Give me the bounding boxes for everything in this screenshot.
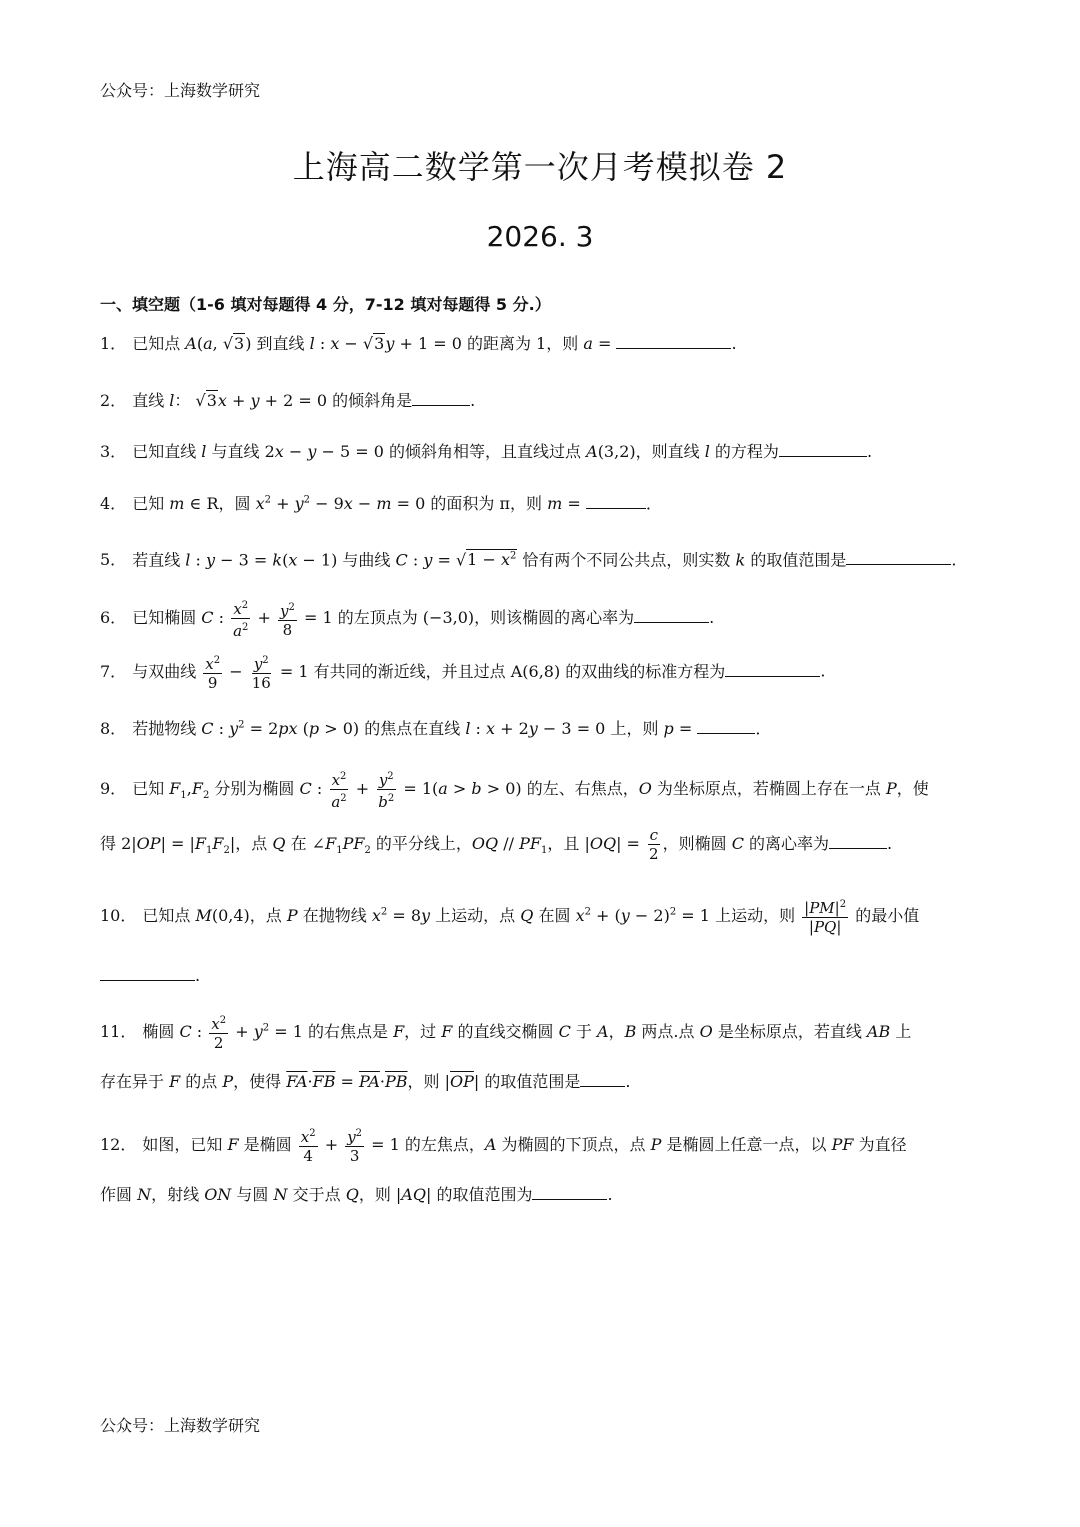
section-heading: 一、填空题（1-6 填对每题得 4 分，7-12 填对每题得 5 分.）	[100, 295, 551, 314]
question-number: 10．	[100, 905, 137, 925]
question-text: 直线 l： √3x + y + 2 = 0 的倾斜角是	[132, 391, 413, 410]
question-3: 3． 已知直线 l 与直线 2x − y − 5 = 0 的倾斜角相等，且直线过点 A(3,2)，则直线 l 的方程为 .	[100, 442, 873, 461]
answer-blank[interactable]	[412, 389, 470, 406]
answer-blank[interactable]	[586, 492, 646, 509]
answer-blank[interactable]	[616, 332, 731, 349]
question-12	[100, 1125, 985, 1204]
answer-blank[interactable]	[779, 440, 867, 457]
question-number: 1．	[100, 334, 127, 353]
question-number: 7．	[100, 661, 127, 681]
answer-blank[interactable]	[100, 964, 195, 981]
answer-blank[interactable]	[634, 606, 709, 623]
question-number: 3．	[100, 442, 127, 461]
header-note: 公众号：上海数学研究	[100, 81, 261, 100]
question-text: 已知点 M(0,4)，点 P 在抛物线 $x^2 = 8y$ 上运动，点 Q 在圆 $x^2 + (y - 2)^2 = 1$ 上运动，则 $\frac{|PM|^2}{|PQ|}$ 的最小值	[142, 906, 919, 925]
question-number: 6．	[100, 608, 127, 627]
question-4: 4． 已知 m ∈ R，圆 $x^2 + y^2 - 9x - m = 0$ 的面积为 π，则 m = .	[100, 494, 651, 514]
question-text: 已知椭圆 C : $\frac{x^2}{a^2}$ + $\frac{y^2}{8}$ = 1 的左顶点为 (−3,0)，则该椭圆的离心率为	[132, 608, 634, 627]
question-number: 9．	[100, 779, 127, 798]
question-number: 11．	[100, 1021, 137, 1041]
answer-blank[interactable]	[532, 1183, 607, 1200]
answer-blank[interactable]	[829, 832, 887, 849]
question-text: 已知直线 l 与直线 2x − y − 5 = 0 的倾斜角相等，且直线过点 A(3,2)，则直线 l 的方程为	[132, 442, 779, 461]
question-text: 如图，已知 F 是椭圆 $\frac{x^2}{4}$ + $\frac{y^2}{3}$ = 1 的左焦点，A 为椭圆的下顶点，点 P 是椭圆上任意一点，以 PF 为直径	[142, 1135, 906, 1154]
question-text: 已知 $F_1,F_2$ 分别为椭圆 C : $\frac{x^2}{a^2}$ + $\frac{y^2}{b^2}$ = 1(a > b > 0) 的左、右焦点，O 为坐标原点，若椭圆上存在一点 P，使	[132, 779, 929, 798]
question-text: 若抛物线 C : $y^2 = 2px$ (p > 0) 的焦点在直线 l : x + 2y − 3 = 0 上，则 p =	[132, 719, 698, 739]
question-5: 5． 若直线 l : y − 3 = k(x − 1) 与曲线 C : $y = √1 - x^2$ 恰有两个不同公共点，则实数 k 的取值范围是 .	[100, 550, 957, 570]
question-9	[100, 768, 985, 863]
question-text: 已知点 A(a, √3) 到直线 l : x − √3y + 1 = 0 的距离为 1，则 a =	[132, 334, 617, 353]
question-number: 5．	[100, 550, 127, 570]
question-10: 10． 已知点 M(0,4)，点 P 在抛物线 $x^2 = 8y$ 上运动，点 Q 在圆 $x^2 + (y - 2)^2 = 1$ 上运动，则 $\frac{|PM|^2}{|PQ|}$ 的最小值 .	[100, 896, 985, 936]
question-8: 8． 若抛物线 C : $y^2 = 2px$ (p > 0) 的焦点在直线 l : x + 2y − 3 = 0 上，则 p = .	[100, 719, 761, 739]
question-number: 2．	[100, 391, 127, 410]
question-text: 椭圆 C : $\frac{x^2}{2}$ + $y^2 = 1$ 的右焦点是 F，过 F 的直线交椭圆 C 于 A，B 两点.点 O 是坐标原点，若直线 AB 上	[142, 1022, 911, 1041]
question-6: 6． 已知椭圆 C : $\frac{x^2}{a^2}$ + $\frac{y^2}{8}$ = 1 的左顶点为 (−3,0)，则该椭圆的离心率为 .	[100, 597, 985, 640]
answer-blank[interactable]	[725, 660, 820, 677]
question-number: 4．	[100, 494, 127, 514]
question-text-line2: 作圆 N，射线 ON 与圆 N 交于点 Q，则 |AQ| 的取值范围为 .	[100, 1185, 613, 1204]
question-11	[100, 1012, 985, 1091]
question-text: 已知 m ∈ R，圆 $x^2 + y^2 - 9x - m = 0$ 的面积为 π，则 m =	[132, 494, 586, 514]
question-1: 1． 已知点 A(a, √3) 到直线 l : x − √3y + 1 = 0 的距离为 1，则 a = .	[100, 334, 737, 353]
page-title: 上海高二数学第一次月考模拟卷 2	[292, 148, 788, 186]
question-number: 12．	[100, 1134, 137, 1154]
question-2: 2． 直线 l： √3x + y + 2 = 0 的倾斜角是 .	[100, 391, 476, 410]
answer-blank[interactable]	[697, 717, 755, 734]
answer-blank[interactable]	[580, 1070, 625, 1087]
footer-note: 公众号：上海数学研究	[100, 1416, 261, 1435]
question-7: 7． 与双曲线 $\frac{x^2}{9}$ − $\frac{y^2}{16}$ = 1 有共同的渐近线，并且过点 A(6,8) 的双曲线的标准方程为 .	[100, 652, 985, 692]
question-text-line2: 得 $2|OP| = |F_1F_2|$，点 Q 在 $\angle F_1PF_2$ 的平分线上，OQ // $PF_1$，且 |OQ| = $\frac{c}{2}$ ，则椭圆 C 的离心率为 .	[100, 826, 893, 863]
answer-blank[interactable]	[846, 548, 951, 565]
question-text-line2: 存在异于 F 的点 P，使得 $\overline{FA}\cdot\overline{FB} = \overline{PA}\cdot\overline{PB}$，则 $|\overline{OP}|$ 的取值范围是 .	[100, 1072, 631, 1091]
question-text: 与双曲线 $\frac{x^2}{9}$ − $\frac{y^2}{16}$ = 1 有共同的渐近线，并且过点 A(6,8) 的双曲线的标准方程为	[132, 662, 725, 681]
question-text: 若直线 l : y − 3 = k(x − 1) 与曲线 C : $y = √1 - x^2$ 恰有两个不同公共点，则实数 k 的取值范围是	[132, 550, 847, 570]
question-number: 8．	[100, 719, 127, 739]
exam-date: 2026. 3	[486, 220, 594, 253]
